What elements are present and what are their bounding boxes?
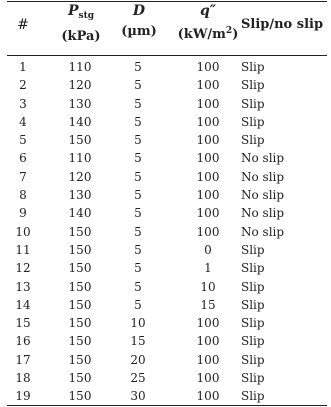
cell-number: 19 [15, 389, 31, 404]
table-row [7, 241, 327, 259]
cell-pressure: 140 [68, 114, 92, 129]
table-row [7, 259, 327, 277]
cell-number: 18 [15, 371, 31, 386]
cell-slip: No slip [241, 224, 285, 239]
cell-slip: Slip [241, 114, 265, 129]
cell-pressure: 130 [68, 96, 92, 111]
table-row [7, 95, 327, 113]
cell-heat-flux: 100 [196, 206, 220, 221]
cell-diameter: 20 [130, 352, 146, 367]
cell-diameter: 5 [134, 206, 142, 221]
table-row [7, 76, 327, 94]
cell-slip: Slip [241, 261, 265, 276]
header-pressure-symbol: $P_{stg}$ [67, 3, 95, 21]
cell-slip: No slip [241, 151, 285, 166]
header-number: # [17, 17, 29, 33]
cell-diameter: 5 [134, 224, 142, 239]
cell-slip: Slip [241, 316, 265, 331]
cell-heat-flux: 100 [196, 60, 220, 74]
cell-number: 2 [19, 78, 27, 93]
table-row [7, 278, 327, 296]
cell-slip: Slip [241, 389, 265, 404]
table-row [7, 351, 327, 369]
cell-heat-flux: 15 [200, 297, 216, 312]
cell-pressure: 150 [68, 352, 92, 367]
header-diameter [109, 3, 169, 40]
cell-slip: No slip [241, 169, 285, 184]
table-row [7, 204, 327, 222]
cell-slip: Slip [241, 279, 265, 294]
cell-pressure: 140 [68, 206, 92, 221]
table-row [7, 223, 327, 241]
table-row [7, 131, 327, 149]
cell-slip: Slip [241, 334, 265, 349]
cell-number: 7 [19, 169, 27, 184]
header-heat-flux-unit: $(kW/m^2)$ [177, 26, 239, 42]
header-heat-flux-symbol: q″ [199, 3, 217, 19]
cell-pressure: 150 [68, 279, 92, 294]
cell-slip: Slip [241, 133, 265, 148]
cell-heat-flux: 100 [196, 371, 220, 386]
cell-slip: Slip [241, 297, 265, 312]
header-pressure-unit: (kPa) [61, 29, 101, 44]
cell-heat-flux: 100 [196, 224, 220, 239]
cell-number: 15 [15, 316, 31, 331]
cell-pressure: 150 [68, 224, 92, 239]
table-row [7, 369, 327, 387]
cell-heat-flux: 100 [196, 96, 220, 111]
table-row [7, 58, 327, 76]
table-row [7, 387, 327, 405]
cell-pressure: 150 [68, 371, 92, 386]
cell-number: 10 [15, 224, 31, 239]
cell-diameter: 5 [134, 261, 142, 276]
cell-heat-flux: 100 [196, 78, 220, 93]
cell-pressure: 150 [68, 133, 92, 148]
cell-number: 8 [19, 188, 27, 203]
table-row [7, 296, 327, 314]
table-bottom-rule [7, 405, 327, 406]
cell-heat-flux: 1 [204, 261, 212, 276]
cell-diameter: 5 [134, 188, 142, 203]
cell-diameter: 5 [134, 133, 142, 148]
cell-diameter: 5 [134, 60, 142, 74]
cell-number: 14 [15, 297, 31, 312]
cell-diameter: 5 [134, 279, 142, 294]
cell-diameter: 5 [134, 114, 142, 129]
cell-diameter: 25 [130, 371, 146, 386]
header-slip: Slip/no slip [241, 17, 324, 32]
cell-pressure: 150 [68, 297, 92, 312]
header-diameter-symbol: D [132, 3, 146, 19]
cell-number: 5 [19, 133, 27, 148]
table-row [7, 113, 327, 131]
table-row [7, 168, 327, 186]
table-header-rule [7, 55, 327, 56]
cell-pressure: 150 [68, 389, 92, 404]
cell-slip: No slip [241, 206, 285, 221]
cell-diameter: 5 [134, 78, 142, 93]
cell-number: 17 [15, 352, 31, 367]
table-header [7, 3, 327, 53]
header-heat-flux [173, 3, 243, 43]
cell-heat-flux: 0 [204, 242, 212, 257]
cell-slip: Slip [241, 242, 265, 257]
table-top-rule [7, 1, 327, 2]
cell-diameter: 5 [134, 297, 142, 312]
cell-pressure: 150 [68, 242, 92, 257]
cell-pressure: 120 [68, 169, 92, 184]
cell-number: 16 [15, 334, 31, 349]
cell-slip: Slip [241, 371, 265, 386]
cell-heat-flux: 100 [196, 188, 220, 203]
cell-pressure: 150 [68, 261, 92, 276]
header-diameter-unit: (µm) [121, 24, 157, 39]
cell-heat-flux: 100 [196, 133, 220, 148]
cell-pressure: 110 [68, 60, 92, 74]
cell-pressure: 110 [68, 151, 92, 166]
cell-pressure: 120 [68, 78, 92, 93]
cell-slip: Slip [241, 352, 265, 367]
cell-diameter: 10 [130, 316, 146, 331]
cell-slip: Slip [241, 78, 265, 93]
cell-slip: No slip [241, 188, 285, 203]
cell-number: 4 [19, 114, 27, 129]
cell-heat-flux: 100 [196, 169, 220, 184]
cell-number: 1 [19, 60, 27, 74]
cell-diameter: 5 [134, 242, 142, 257]
table-row [7, 332, 327, 350]
table-row [7, 314, 327, 332]
cell-number: 11 [15, 242, 31, 257]
table-row [7, 149, 327, 167]
cell-pressure: 150 [68, 316, 92, 331]
cell-diameter: 5 [134, 151, 142, 166]
table-row [7, 186, 327, 204]
cell-number: 13 [15, 279, 31, 294]
table-body [7, 58, 327, 406]
cell-slip: Slip [241, 60, 265, 74]
cell-heat-flux: 100 [196, 151, 220, 166]
cell-number: 9 [19, 206, 27, 221]
cell-heat-flux: 100 [196, 389, 220, 404]
cell-heat-flux: 100 [196, 352, 220, 367]
cell-number: 12 [15, 261, 31, 276]
cell-number: 3 [19, 96, 27, 111]
cell-pressure: 150 [68, 334, 92, 349]
cell-heat-flux: 100 [196, 316, 220, 331]
cell-diameter: 5 [134, 169, 142, 184]
cell-heat-flux: 100 [196, 334, 220, 349]
cell-diameter: 30 [130, 389, 146, 404]
cell-diameter: 5 [134, 96, 142, 111]
cell-pressure: 130 [68, 188, 92, 203]
cell-heat-flux: 100 [196, 114, 220, 129]
cell-diameter: 15 [130, 334, 146, 349]
header-pressure-subscript: stg [78, 11, 95, 21]
cell-number: 6 [19, 151, 27, 166]
header-pressure [51, 3, 111, 45]
cell-slip: Slip [241, 96, 265, 111]
cell-heat-flux: 10 [200, 279, 216, 294]
